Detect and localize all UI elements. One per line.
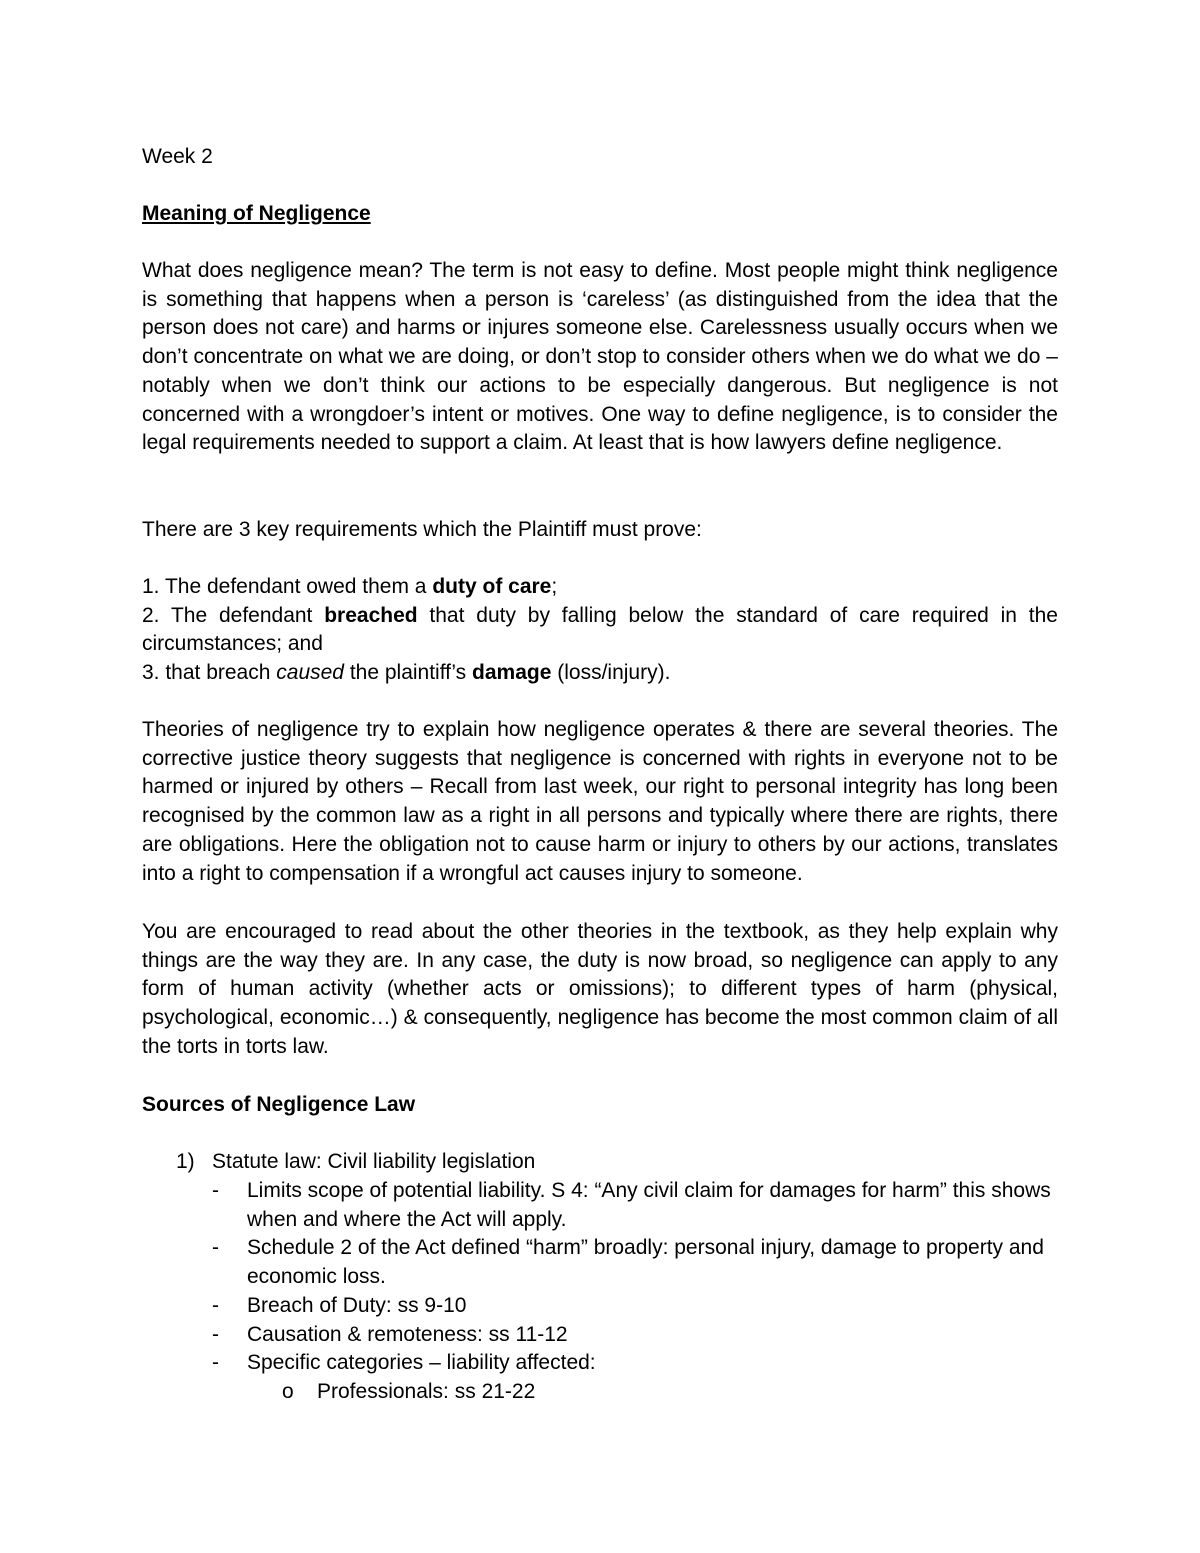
requirement-2-bold: breached: [324, 603, 418, 627]
list-item: [142, 1177, 1057, 1234]
paragraph-meaning: What does negligence mean? The term is not easy to define. Most people might think negligence is something that happens when a person is ‘careless’ (as distinguished from the idea that the person does not care) and harms or injures someone else. Carelessness usually occurs when we don’t concentrate on what we are doing, or don’t stop to consider others when we do what we do – notably when we don’t think our actions to be especially dangerous. But negligence is not concerned with a wrongdoer’s intent or motives. One way to define negligence, is to consider the legal requirements needed to support a claim. At least that is how lawyers define negligence.: [142, 259, 1058, 455]
week-label: Week 2: [142, 145, 213, 168]
requirement-2-suffix: that duty by falling below the standard of care required in the circumstances; and: [142, 603, 1058, 656]
requirement-3-prefix: 3. that breach: [142, 661, 277, 685]
heading-meaning-of-negligence: Meaning of Negligence: [142, 202, 371, 225]
sublist-item-text: Limits scope of potential liability. S 4: “Any civil claim for damages for harm” this shows when and where the Act will apply.: [247, 1179, 1051, 1231]
list-item: [142, 1234, 1057, 1291]
requirement-2: [142, 602, 1058, 659]
sublist-item-text: Causation & remoteness: ss 11-12: [247, 1322, 568, 1346]
dash-bullet: -: [212, 1236, 219, 1260]
subsublist-item-text: Professionals: ss 21-22: [317, 1379, 536, 1403]
dash-bullet: -: [212, 1179, 219, 1202]
requirement-1-prefix: 1. The defendant owed them a: [142, 575, 433, 598]
dash-bullet: -: [212, 1322, 219, 1346]
requirement-1: [142, 573, 1058, 602]
paragraph-theories: Theories of negligence try to explain how negligence operates & there are several theories. The corrective justice theory suggests that negligence is concerned with rights in everyone not to be harmed or injured by others – Recall from last week, our right to personal integrity has long been recognised by the common law as a right in all persons and typically where there are rights, there are obligations. Here the obligation not to cause harm or injury to others by our actions, translates into a right to compensation if a wrongful act causes injury to someone.: [142, 718, 1058, 885]
requirements-list: [142, 573, 1058, 688]
list-item: [142, 1292, 1057, 1321]
requirement-1-suffix: ;: [551, 575, 558, 598]
requirement-3-bold: damage: [472, 661, 552, 685]
dash-bullet: -: [212, 1351, 219, 1375]
requirement-3: [142, 659, 1058, 688]
list-item-text: Statute law: Civil liability legislation: [212, 1150, 536, 1173]
list-item: [142, 1321, 1057, 1350]
circle-bullet: o: [282, 1379, 294, 1403]
list-item: [142, 1148, 1058, 1177]
paragraph-requirements-intro: There are 3 key requirements which the Plaintiff must prove:: [142, 518, 702, 541]
list-item: [142, 1349, 1057, 1378]
heading-sources-of-negligence-law: Sources of Negligence Law: [142, 1093, 416, 1116]
requirement-3-suffix: (loss/injury).: [551, 661, 671, 685]
sources-list: [142, 1148, 1058, 1177]
sublist-item-text: Breach of Duty: ss 9-10: [247, 1293, 467, 1317]
requirement-1-bold: duty of care: [432, 575, 552, 598]
dash-bullet: -: [212, 1293, 219, 1317]
sublist-item-text: Schedule 2 of the Act defined “harm” broadly: personal injury, damage to property and economic loss.: [247, 1236, 1044, 1289]
sources-sublist: [142, 1177, 1058, 1407]
list-item: [142, 1378, 1058, 1407]
requirement-3-italic: caused: [276, 661, 344, 685]
list-number: 1): [176, 1150, 195, 1173]
requirement-3-mid: the plaintiff’s: [343, 661, 473, 685]
paragraph-textbook: You are encouraged to read about the other theories in the textbook, as they help explain why things are the way they are. In any case, the duty is now broad, so negligence can apply to any form of human activity (whether acts or omissions); to different types of harm (physical, psychological, economic…) & consequently, negligence has become the most common claim of all the torts in torts law.: [142, 920, 1058, 1058]
requirement-2-prefix: 2. The defendant: [142, 603, 325, 627]
sublist-item-text: Specific categories – liability affected:: [247, 1351, 596, 1375]
